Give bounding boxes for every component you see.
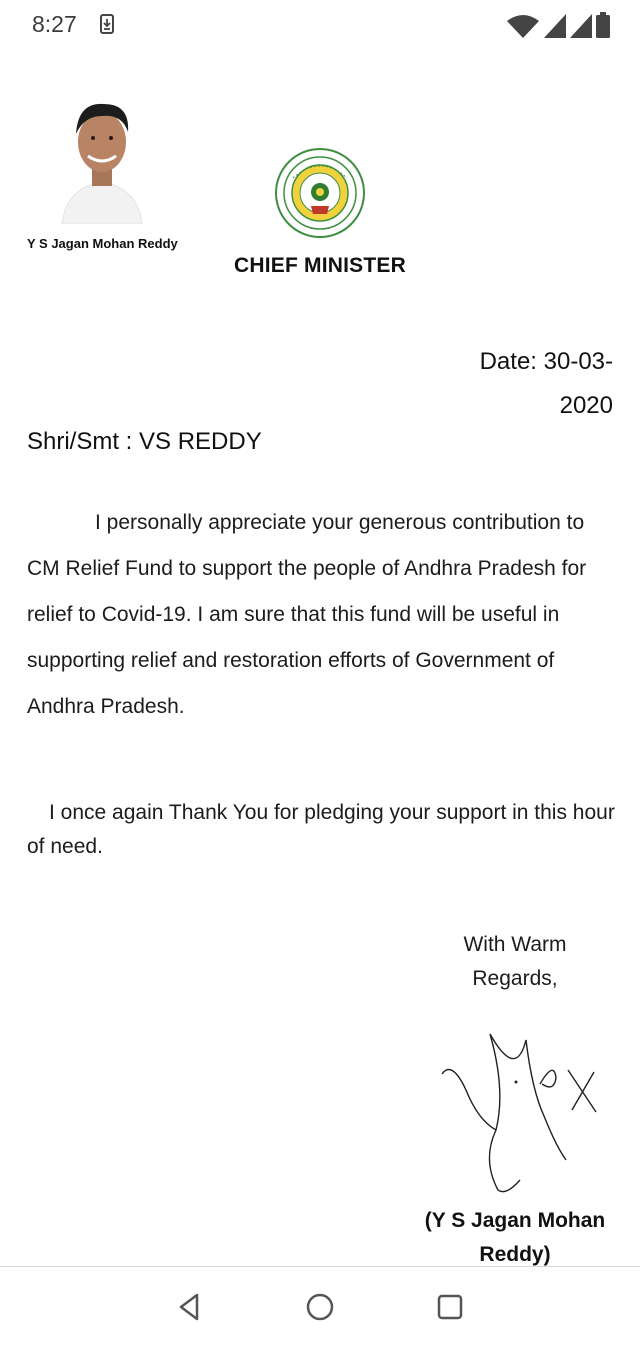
back-icon [175, 1292, 205, 1322]
letter-paragraph-1: I personally appreciate your generous contribution to CM Relief Fund to support the people of Andhra Pradesh for relief to Covid-19. I am sure that this fund will be useful in supporting relief and restoration efforts of Government of Andhra Pradesh. [27, 511, 587, 718]
letter-date [453, 340, 613, 428]
signal-icon [544, 14, 566, 43]
letter-paragraph-2: I once again Thank You for pledging your support in this hour of need. [27, 801, 615, 858]
home-icon [305, 1292, 335, 1322]
date-line-2: 2020 [559, 392, 613, 419]
home-button[interactable] [300, 1287, 340, 1327]
signal-icon [570, 14, 592, 43]
status-icons [506, 12, 610, 43]
handwritten-signature [436, 1020, 606, 1200]
date-line-1: Date: 30-03- [479, 348, 613, 375]
wifi-icon [506, 14, 540, 43]
status-bar [0, 0, 640, 48]
navigation-bar [0, 1267, 640, 1351]
closing-line-1: With Warm [463, 933, 567, 956]
signatory-name [410, 1204, 620, 1272]
closing-line-2: Regards, [472, 967, 558, 990]
back-button[interactable] [170, 1287, 210, 1327]
download-icon [100, 14, 114, 39]
signatory-line-2: Reddy) [479, 1243, 551, 1266]
closing [440, 928, 590, 996]
document-title: CHIEF MINISTER [234, 254, 406, 277]
recents-button[interactable] [430, 1287, 470, 1327]
recents-icon [435, 1292, 465, 1322]
person-name: Y S Jagan Mohan Reddy [27, 236, 178, 251]
recipient: Shri/Smt : VS REDDY [27, 428, 262, 455]
ap-state-emblem [273, 148, 367, 244]
portrait-photo [48, 92, 156, 224]
status-time: 8:27 [32, 11, 77, 37]
battery-icon [596, 12, 610, 43]
signatory-line-1: (Y S Jagan Mohan [424, 1209, 606, 1232]
